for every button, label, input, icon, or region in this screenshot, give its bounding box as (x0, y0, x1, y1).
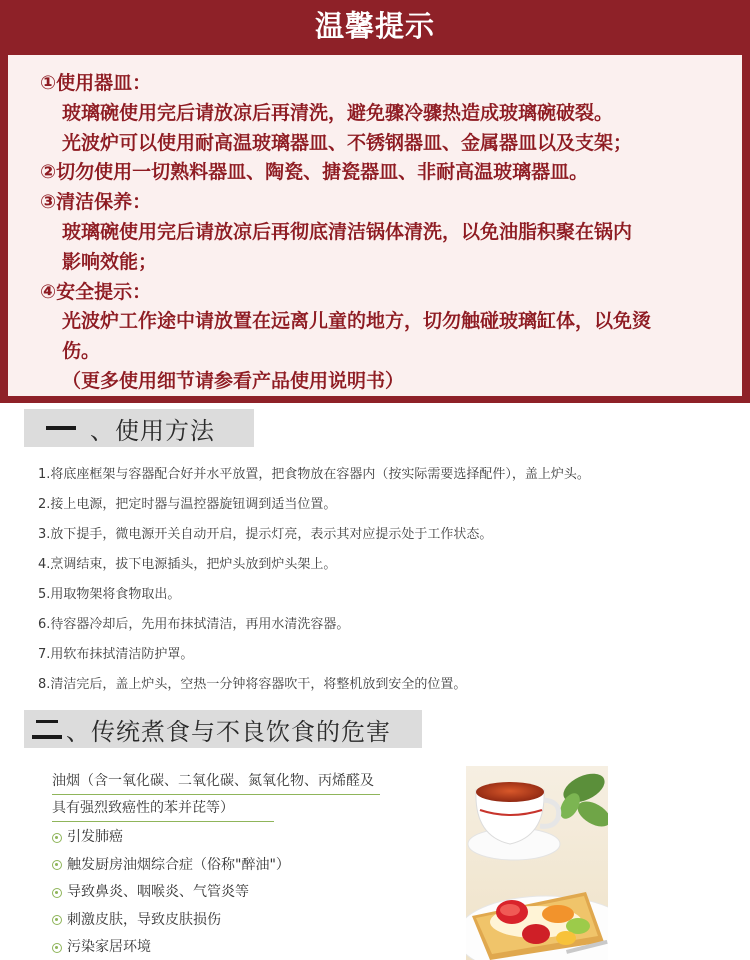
notice-line: ④安全提示： (40, 280, 152, 303)
notice-line: ①使用器皿： (40, 72, 152, 94)
usage-step: 2.接上电源，把定时器与温控器旋钮调到适当位置。 (38, 497, 337, 512)
notice-line: 光波炉可以使用耐高温玻璃器皿、不锈钢器皿、金属器皿以及支架； (62, 131, 633, 154)
usage-step: 8.清洁完后，盖上炉头，空热一分钟将容器吹干，将整机放到安全的位置。 (38, 677, 467, 692)
notice-title: 温馨提示 (314, 9, 435, 43)
hazard-item-label: 引发肺癌 (67, 829, 123, 845)
notice-line: 影响效能； (62, 250, 158, 273)
section-number-one (46, 426, 76, 430)
usage-step: 1.将底座框架与容器配合好并水平放置，把食物放在容器内（按实际需要选择配件），盖上炉头。 (38, 467, 590, 482)
hazard-item (52, 824, 432, 852)
hazard-item (52, 852, 432, 880)
usage-step: 7.用软布抹拭清洁防护罩。 (38, 647, 194, 662)
section-number-two (32, 718, 62, 740)
notice-line: ③清洁保养： (40, 191, 152, 214)
notice-line: 光波炉工作途中请放置在远离儿童的地方，切勿触碰玻璃缸体，以免烫 (62, 310, 652, 333)
bullet-icon (52, 915, 62, 925)
section-usage-header (24, 409, 254, 447)
notice-line: 伤。 (62, 340, 101, 363)
notice-line: （更多使用细节请参看产品使用说明书） (62, 369, 405, 392)
notice-line: 玻璃碗使用完后请放凉后再彻底清洁锅体清洗，以免油脂积聚在锅内 (62, 220, 633, 243)
section-hazards-title: 、传统煮食与不良饮食的危害 (66, 717, 391, 746)
hazard-item-label: 触发厨房油烟综合症（俗称"醉油"） (67, 856, 290, 873)
notice-panel (0, 0, 750, 403)
hazard-intro-line-1: 油烟（含一氧化碳、二氧化碳、氮氧化物、丙烯醛及 (52, 768, 380, 795)
hazard-list (52, 768, 432, 960)
notice-content (8, 55, 742, 396)
hazard-item-label: 污染家居环境 (67, 939, 151, 955)
tea-and-pastry-image (466, 766, 608, 960)
notice-line: 玻璃碗使用完后请放凉后再清洗，避免骤冷骤热造成玻璃碗破裂。 (62, 101, 614, 124)
hazard-item (52, 934, 432, 960)
bullet-icon (52, 833, 62, 843)
usage-step: 3.放下提手，微电源开关自动开启，提示灯亮，表示其对应提示处于工作状态。 (38, 527, 493, 542)
food-photo (466, 766, 608, 960)
bullet-icon (52, 943, 62, 953)
bullet-icon (52, 888, 62, 898)
usage-step: 4.烹调结束，拔下电源插头，把炉头放到炉头架上。 (38, 557, 337, 572)
section-usage-title: 、使用方法 (90, 416, 215, 445)
hazard-item-label: 刺激皮肤，导致皮肤损伤 (67, 911, 221, 928)
section-hazards-header (24, 710, 422, 748)
hazard-item (52, 879, 432, 907)
usage-step: 5.用取物架将食物取出。 (38, 587, 181, 602)
hazard-item (52, 907, 432, 935)
usage-step: 6.待容器冷却后，先用布抹拭清洁，再用水清洗容器。 (38, 617, 350, 632)
notice-line: ②切勿使用一切熟料器皿、陶瓷、搪瓷器皿、非耐高温玻璃器皿。 (40, 161, 589, 184)
bullet-icon (52, 860, 62, 870)
hazard-item-label: 导致鼻炎、咽喉炎、气管炎等 (67, 884, 249, 900)
usage-steps (38, 460, 728, 700)
hazard-intro-line-2: 具有强烈致癌性的苯并芘等） (52, 795, 274, 822)
